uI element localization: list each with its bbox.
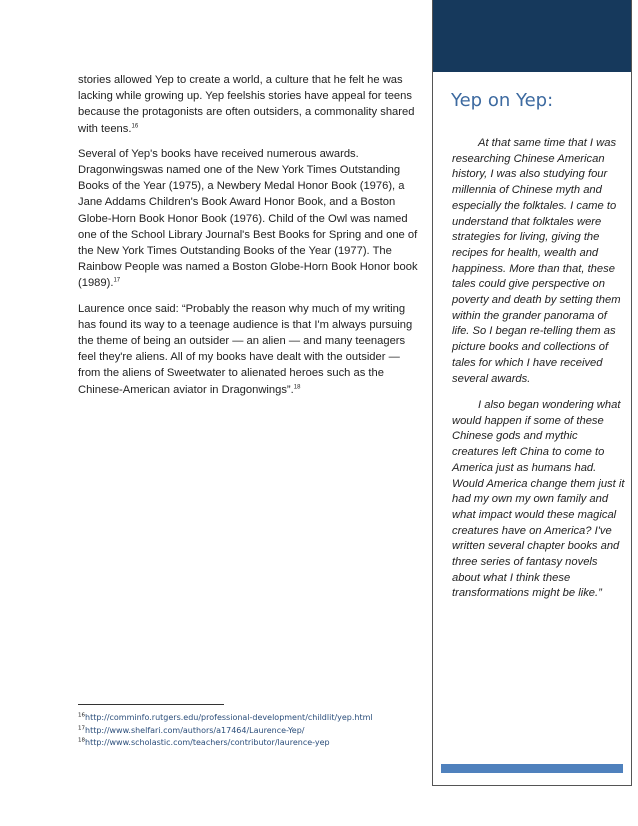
footnote-ref-18[interactable]: 18: [293, 383, 301, 390]
footnote-link[interactable]: http://www.shelfari.com/authors/a17464/Laurence-Yep/: [85, 725, 305, 735]
footnote-number: 18: [78, 737, 85, 744]
footnote-link[interactable]: http://comminfo.rutgers.edu/professional-development/childlit/yep.html: [85, 713, 373, 722]
body-paragraph-3-text: Laurence once said: “Probably the reason why much of my writing has found its way to a teenage audience is that I'm always pursuing the theme of being an outsider — an alien — and many teenagers feel they're aliens. All of my books have dealt with the outsider — from the aliens of Sweetwater to alienated heroes such as the Chinese-American aviator in Dragonwings”.: [78, 302, 413, 396]
sidebar-footer-bar: [441, 764, 623, 773]
footnotes: [78, 712, 418, 750]
footnote-ref-16[interactable]: 16: [131, 122, 139, 129]
sidebar-title: Yep on Yep:: [451, 90, 554, 111]
sidebar-quote-1-text: At that same time that I was researching Chinese American history, I was also studying four millennia of Chinese myth and especially the folktales. I came to understand that folktales were strategies for living, giving the recipes for health, wealth and happiness. More than that, these tales could give perspective on poverty and death by setting them within the grander panorama of life. So I began re-telling them as picture books and collections of tales for which I have received several awards.: [452, 137, 621, 385]
body-paragraph-2: [78, 146, 418, 292]
footnote-16: [78, 712, 418, 725]
body-paragraph-1-text: stories allowed Yep to create a world, a culture that he felt he was lacking while growing up. Yep feelshis stories have appeal for teens because the protagonists are often outsiders, a commonality shared with teens.: [78, 74, 415, 135]
footnote-separator: [78, 704, 224, 705]
footnote-18: [78, 737, 418, 750]
sidebar-quote-2: [452, 398, 627, 602]
footnote-link[interactable]: http://www.scholastic.com/teachers/contributor/laurence-yep: [85, 738, 330, 747]
body-paragraph-3: [78, 301, 418, 398]
footnote-number: 16: [78, 712, 85, 719]
body-paragraph-2-text: Several of Yep's books have received numerous awards. Dragonwingswas named one of the New York Times Outstanding Books of the Year (1975), a Newbery Medal Honor Book (1976), a Jane Addams Children's Book Award Honor Book, and a Boston Globe-Horn Book Honor Book (1976). Child of the Owl was named one of the School Library Journal's Best Books for Spring and one of the New York Times Outstanding Books of the Year (1977). The Rainbow People was named a Boston Globe-Horn Book Honor book (1989).: [78, 147, 418, 290]
sidebar-quote-1: [452, 136, 627, 387]
sidebar-quote-2-text: I also began wondering what would happen if some of these Chinese gods and mythic creatures left China to come to America just as humans had. Would America change them just it had my own my own family and what impact would these magical creatures have on America? I've written several chapter books and three series of fantasy novels about what I think these transformations might be like.”: [452, 399, 625, 600]
main-text-column: [78, 72, 418, 407]
footnote-number: 17: [78, 724, 85, 731]
sidebar-header-band: [433, 0, 631, 72]
footnote-ref-17[interactable]: 17: [113, 277, 121, 284]
footnote-17: [78, 725, 418, 738]
sidebar-box: [432, 0, 632, 786]
body-paragraph-1: [78, 72, 418, 137]
